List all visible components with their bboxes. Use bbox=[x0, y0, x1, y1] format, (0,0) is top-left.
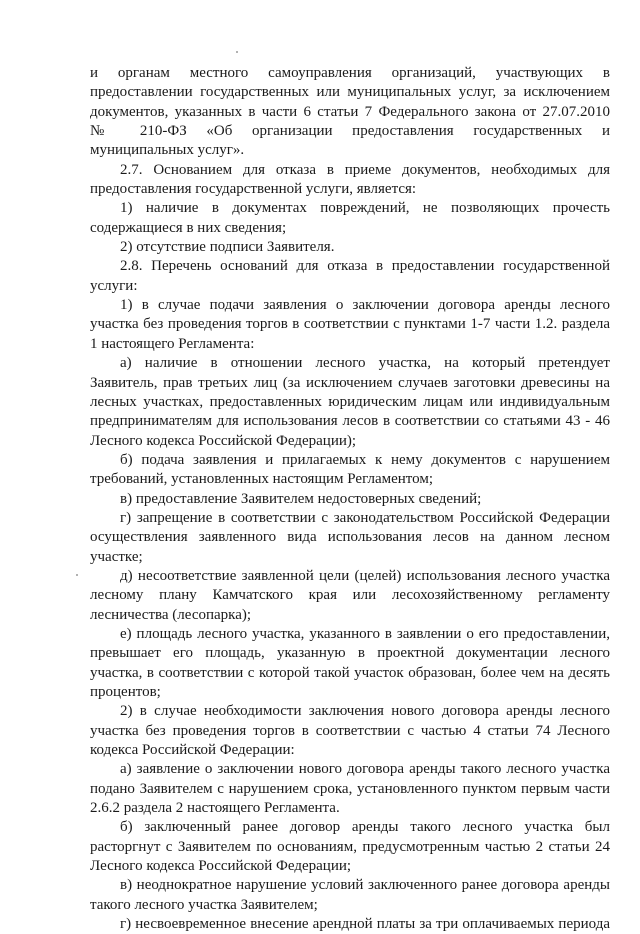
text-line: 2.6.2 раздела 2 настоящего Регламента. bbox=[90, 800, 340, 817]
text-line: а) наличие в отношении лесного участка, на который претендует bbox=[120, 355, 610, 372]
text-line: 2) отсутствие подписи Заявителя. bbox=[120, 239, 335, 256]
text-line: кодекса Российской Федерации: bbox=[90, 742, 295, 759]
text-line: подано Заявителем с нарушением срока, установленного пунктом первым части bbox=[90, 780, 610, 797]
text-line: документов, указанных в части 6 статьи 7 Федерального закона от 27.07.2010 bbox=[90, 103, 610, 120]
text-line: услуги: bbox=[90, 277, 138, 294]
text-line: лесничества (лесопарка); bbox=[90, 606, 252, 623]
text-line: г) запрещение в соответствии с законодательством Российской Федерации bbox=[120, 509, 610, 526]
text-line: предоставлении государственных или муниципальных услуг, за исключением bbox=[90, 84, 610, 101]
text-line: б) заключенный ранее договор аренды такого лесного участка был bbox=[120, 819, 610, 836]
text-line: предоставления государственной услуги, является: bbox=[90, 181, 417, 198]
text-line: участка без проведения торгов в соответствии с частью 4 статьи 74 Лесного bbox=[90, 722, 610, 739]
text-line: в) предоставление Заявителем недостоверных сведений; bbox=[120, 490, 482, 507]
text-line: 2) в случае необходимости заключения нового договора аренды лесного bbox=[120, 703, 610, 720]
text-line: процентов; bbox=[90, 684, 161, 700]
text-line: и органам местного самоуправления организаций, участвующих в bbox=[90, 65, 610, 81]
text-line: Заявитель, прав третьих лиц (за исключением случаев заготовки древесины на bbox=[90, 374, 610, 391]
text-line: б) подача заявления и прилагаемых к нему документов с нарушением bbox=[120, 451, 610, 468]
text-line: 2.8. Перечень оснований для отказа в предоставлении государственной bbox=[120, 258, 610, 275]
text-line: а) заявление о заключении нового договора аренды такого лесного участка bbox=[120, 761, 610, 778]
text-line: требований, установленных настоящим Регламентом; bbox=[90, 471, 434, 488]
text-line: такого лесного участка Заявителем; bbox=[90, 896, 318, 913]
text-line: д) несоответствие заявленной цели (целей) использования лесного участка bbox=[120, 567, 610, 584]
text-line: Лесного кодекса Российской Федерации); bbox=[90, 432, 357, 449]
text-line: осуществления заявленного вида использования лесов на данном лесном bbox=[90, 529, 610, 546]
text-line: участка без проведения торгов в соответствии с пунктами 1-7 части 1.2. раздела bbox=[90, 316, 610, 333]
text-line: участке; bbox=[90, 548, 143, 565]
text-line: № 210-ФЗ «Об организации предоставления государственных и bbox=[90, 123, 610, 140]
scan-speck bbox=[76, 574, 78, 576]
text-line: 1) в случае подачи заявления о заключении договора аренды лесного bbox=[120, 297, 610, 314]
text-line: участка, в соответствии с которой такой участок образован, более чем на десять bbox=[90, 664, 610, 681]
text-line: предпринимателям для использования лесов в соответствии со статьями 43 - 46 bbox=[90, 413, 610, 430]
text-line: лесному плану Камчатского края или лесохозяйственному регламенту bbox=[90, 587, 610, 604]
text-line: расторгнут с Заявителем по основаниям, предусмотренным частью 2 статьи 24 bbox=[90, 838, 610, 855]
text-line: 2.7. Основанием для отказа в приеме документов, необходимых для bbox=[120, 161, 610, 178]
text-line: превышает его площадь, указанную в проектной документации лесного bbox=[90, 645, 610, 662]
text-line: муниципальных услуг». bbox=[90, 142, 245, 159]
document-body bbox=[90, 64, 610, 934]
text-line: в) неоднократное нарушение условий заключенного ранее договора аренды bbox=[120, 877, 610, 894]
text-line: 1) наличие в документах повреждений, не позволяющих прочесть bbox=[120, 200, 610, 217]
text-line: Лесного кодекса Российской Федерации; bbox=[90, 858, 352, 875]
text-line: лесных участках, предоставленных юридическим лицам или индивидуальным bbox=[90, 393, 610, 410]
text-line: содержащиеся в них сведения; bbox=[90, 219, 287, 236]
text-line: г) несвоевременное внесение арендной платы за три оплачиваемых периода bbox=[120, 916, 610, 933]
text-line: е) площадь лесного участка, указанного в заявлении о его предоставлении, bbox=[120, 625, 610, 642]
scan-speck bbox=[236, 51, 238, 53]
text-line: 1 настоящего Регламента: bbox=[90, 335, 255, 352]
